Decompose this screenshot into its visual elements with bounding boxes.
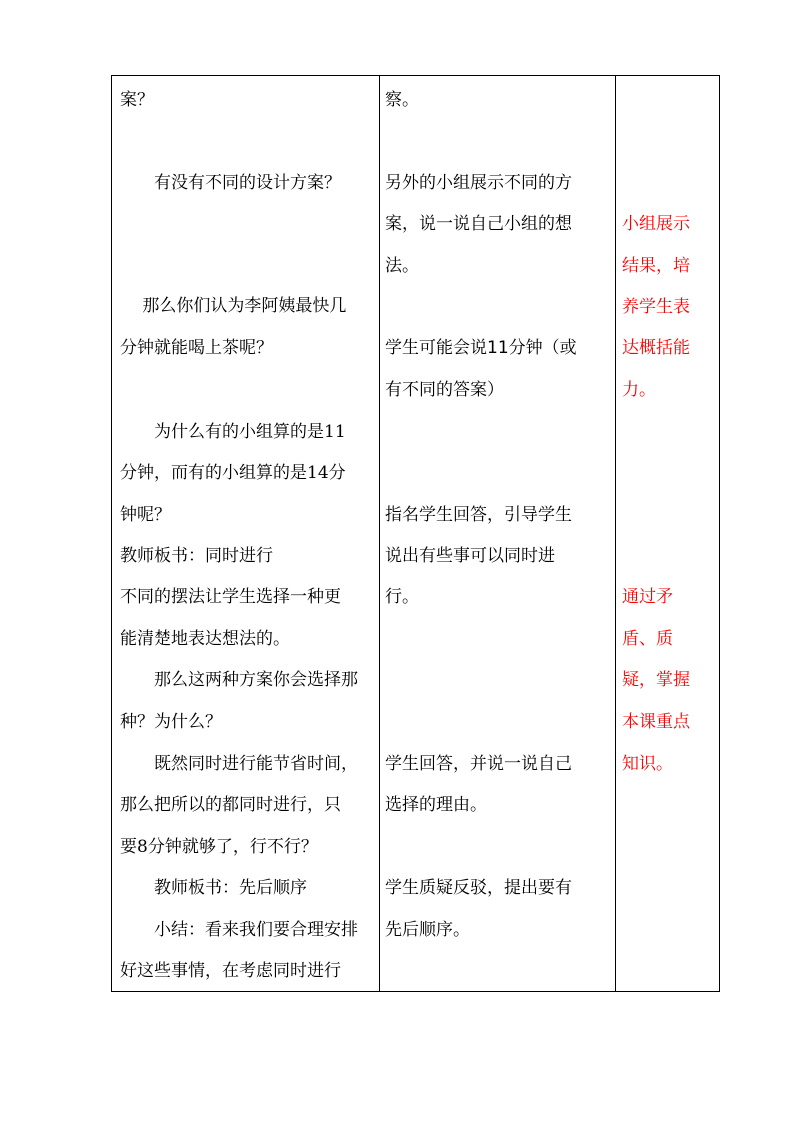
student-line: 案，说一说自己小组的想 (385, 214, 572, 234)
teacher-line: 小结：看来我们要合理安排 (120, 920, 358, 940)
student-line: 学生回答，并说一说自己 (385, 754, 572, 774)
student-line: 说出有些事可以同时进 (385, 546, 555, 566)
teacher-line: 钟呢？ (120, 505, 171, 525)
design-intent-column (615, 76, 719, 991)
intent-line: 本课重点 (622, 712, 690, 732)
student-line: 法。 (385, 256, 419, 276)
teacher-line: 教师板书：先后顺序 (120, 878, 307, 898)
teacher-line: 既然同时进行能节省时间， (120, 754, 358, 774)
teacher-line: 分钟就能喝上茶呢？ (120, 338, 273, 358)
student-line: 指名学生回答，引导学生 (385, 505, 572, 525)
intent-line: 疑，掌握 (622, 670, 690, 690)
student-line: 察。 (385, 90, 419, 110)
student-line: 学生质疑反驳，提出要有 (385, 878, 572, 898)
student-line: 另外的小组展示不同的方 (385, 173, 572, 193)
teacher-line: 好这些事情，在考虑同时进行 (120, 961, 341, 981)
intent-line: 达概括能 (622, 338, 690, 358)
teacher-line: 有没有不同的设计方案？ (120, 173, 341, 193)
student-line: 行。 (385, 587, 419, 607)
teacher-line: 为什么有的小组算的是11 (120, 422, 346, 442)
intent-line: 养学生表 (622, 297, 690, 317)
intent-line: 盾、质 (622, 629, 673, 649)
intent-line: 通过矛 (622, 587, 673, 607)
teacher-line: 分钟，而有的小组算的是14分 (120, 463, 346, 483)
teacher-line: 不同的摆法让学生选择一种更 (120, 587, 341, 607)
teacher-line: 案？ (120, 90, 154, 110)
intent-line: 知识。 (622, 754, 673, 774)
teacher-line: 那么把所以的都同时进行，只 (120, 795, 341, 815)
intent-line: 力。 (622, 380, 656, 400)
teacher-line: 种？为什么？ (120, 712, 222, 732)
teacher-line: 那么你们认为李阿姨最快几 (120, 296, 347, 316)
lesson-plan-table (111, 75, 720, 992)
teacher-line: 要8分钟就够了，行不行？ (120, 837, 318, 857)
intent-line: 小组展示 (622, 214, 690, 234)
teacher-line: 能清楚地表达想法的。 (120, 629, 290, 649)
student-line: 有不同的答案） (385, 380, 504, 400)
intent-line: 结果，培 (622, 256, 690, 276)
student-activity-column (379, 76, 616, 991)
student-line: 学生可能会说11分钟（或 (385, 338, 577, 358)
teacher-activity-column (112, 76, 380, 991)
teacher-line: 那么这两种方案你会选择那 (120, 670, 358, 690)
student-line: 选择的理由。 (385, 795, 487, 815)
teacher-line: 教师板书：同时进行 (120, 546, 273, 566)
student-line: 先后顺序。 (385, 920, 470, 940)
